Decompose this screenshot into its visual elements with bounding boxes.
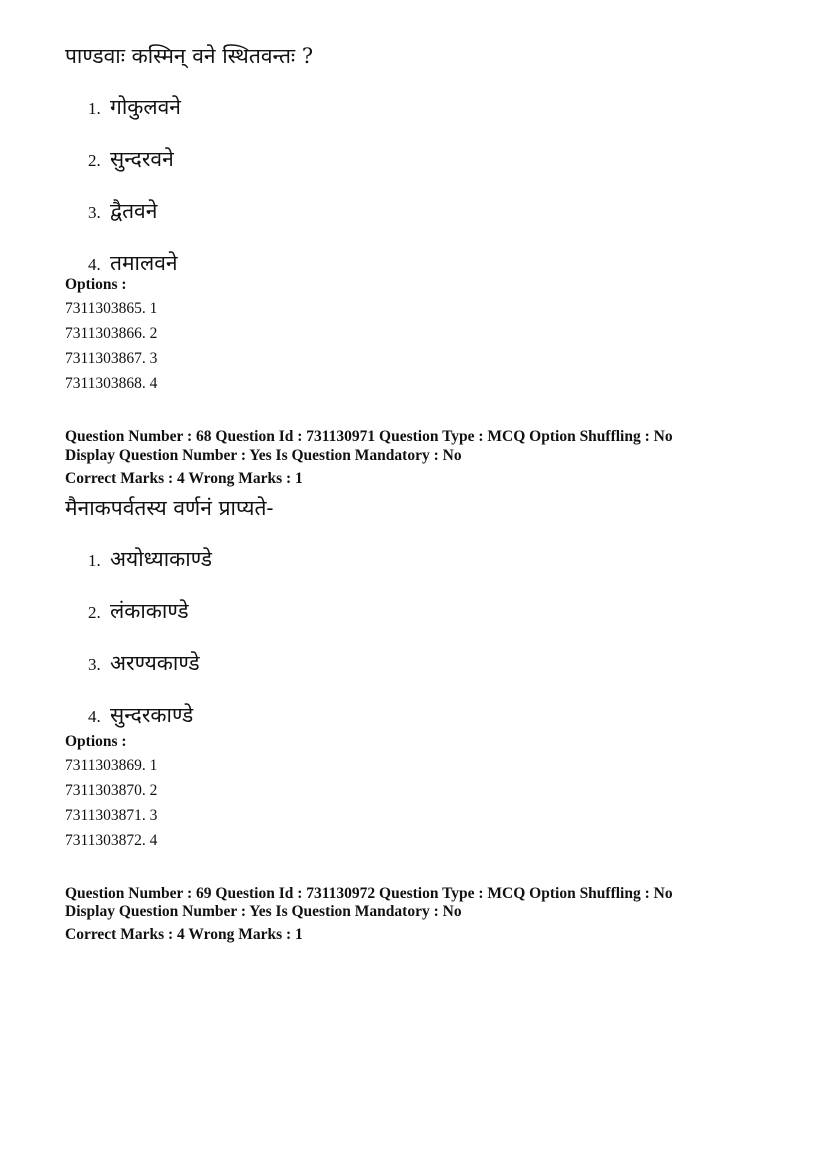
choice-text: तमालवने <box>110 251 178 275</box>
option-id: 7311303867. 3 <box>65 350 158 367</box>
choice-number: 4. <box>88 707 101 726</box>
question-meta-line: Display Question Number : Yes Is Question Mandatory : No <box>65 447 462 464</box>
choice-number: 2. <box>88 603 101 622</box>
options-label: Options : <box>65 733 127 750</box>
choice-text: द्वैतवने <box>110 199 158 223</box>
question-text: मैनाकपर्वतस्य वर्णनं प्राप्यते- <box>65 496 274 520</box>
choice-number: 1. <box>88 99 101 118</box>
choice-text: अरण्यकाण्डे <box>110 651 200 675</box>
marks-line: Correct Marks : 4 Wrong Marks : 1 <box>65 470 303 487</box>
choice-item <box>88 701 193 729</box>
choice-item <box>88 197 157 225</box>
choice-text: लंकाकाण्डे <box>110 599 189 623</box>
choice-item <box>88 597 189 625</box>
question-meta-line: Display Question Number : Yes Is Question Mandatory : No <box>65 903 462 920</box>
choice-text: अयोध्याकाण्डे <box>110 547 212 571</box>
option-id: 7311303872. 4 <box>65 832 158 849</box>
choice-number: 2. <box>88 151 101 170</box>
choice-item <box>88 649 200 677</box>
option-id: 7311303865. 1 <box>65 300 158 317</box>
choice-text: गोकुलवने <box>110 95 181 119</box>
choice-item <box>88 545 212 573</box>
choice-number: 4. <box>88 255 101 274</box>
option-id: 7311303866. 2 <box>65 325 158 342</box>
options-label: Options : <box>65 276 127 293</box>
choice-number: 1. <box>88 551 101 570</box>
question-meta-line: Question Number : 69 Question Id : 731130972 Question Type : MCQ Option Shuffling : No <box>65 885 673 902</box>
question-meta-line: Question Number : 68 Question Id : 731130971 Question Type : MCQ Option Shuffling : No <box>65 428 673 445</box>
choice-item <box>88 145 174 173</box>
choice-number: 3. <box>88 655 101 674</box>
option-id: 7311303869. 1 <box>65 757 158 774</box>
marks-line: Correct Marks : 4 Wrong Marks : 1 <box>65 926 303 943</box>
choice-item <box>88 93 181 121</box>
option-id: 7311303870. 2 <box>65 782 158 799</box>
choice-number: 3. <box>88 203 101 222</box>
choice-text: सुन्दरकाण्डे <box>110 703 194 727</box>
choice-text: सुन्दरवने <box>110 147 174 171</box>
option-id: 7311303868. 4 <box>65 375 158 392</box>
question-text: पाण्डवाः कस्मिन् वने स्थितवन्तः ? <box>65 44 314 68</box>
option-id: 7311303871. 3 <box>65 807 158 824</box>
choice-item <box>88 249 178 277</box>
